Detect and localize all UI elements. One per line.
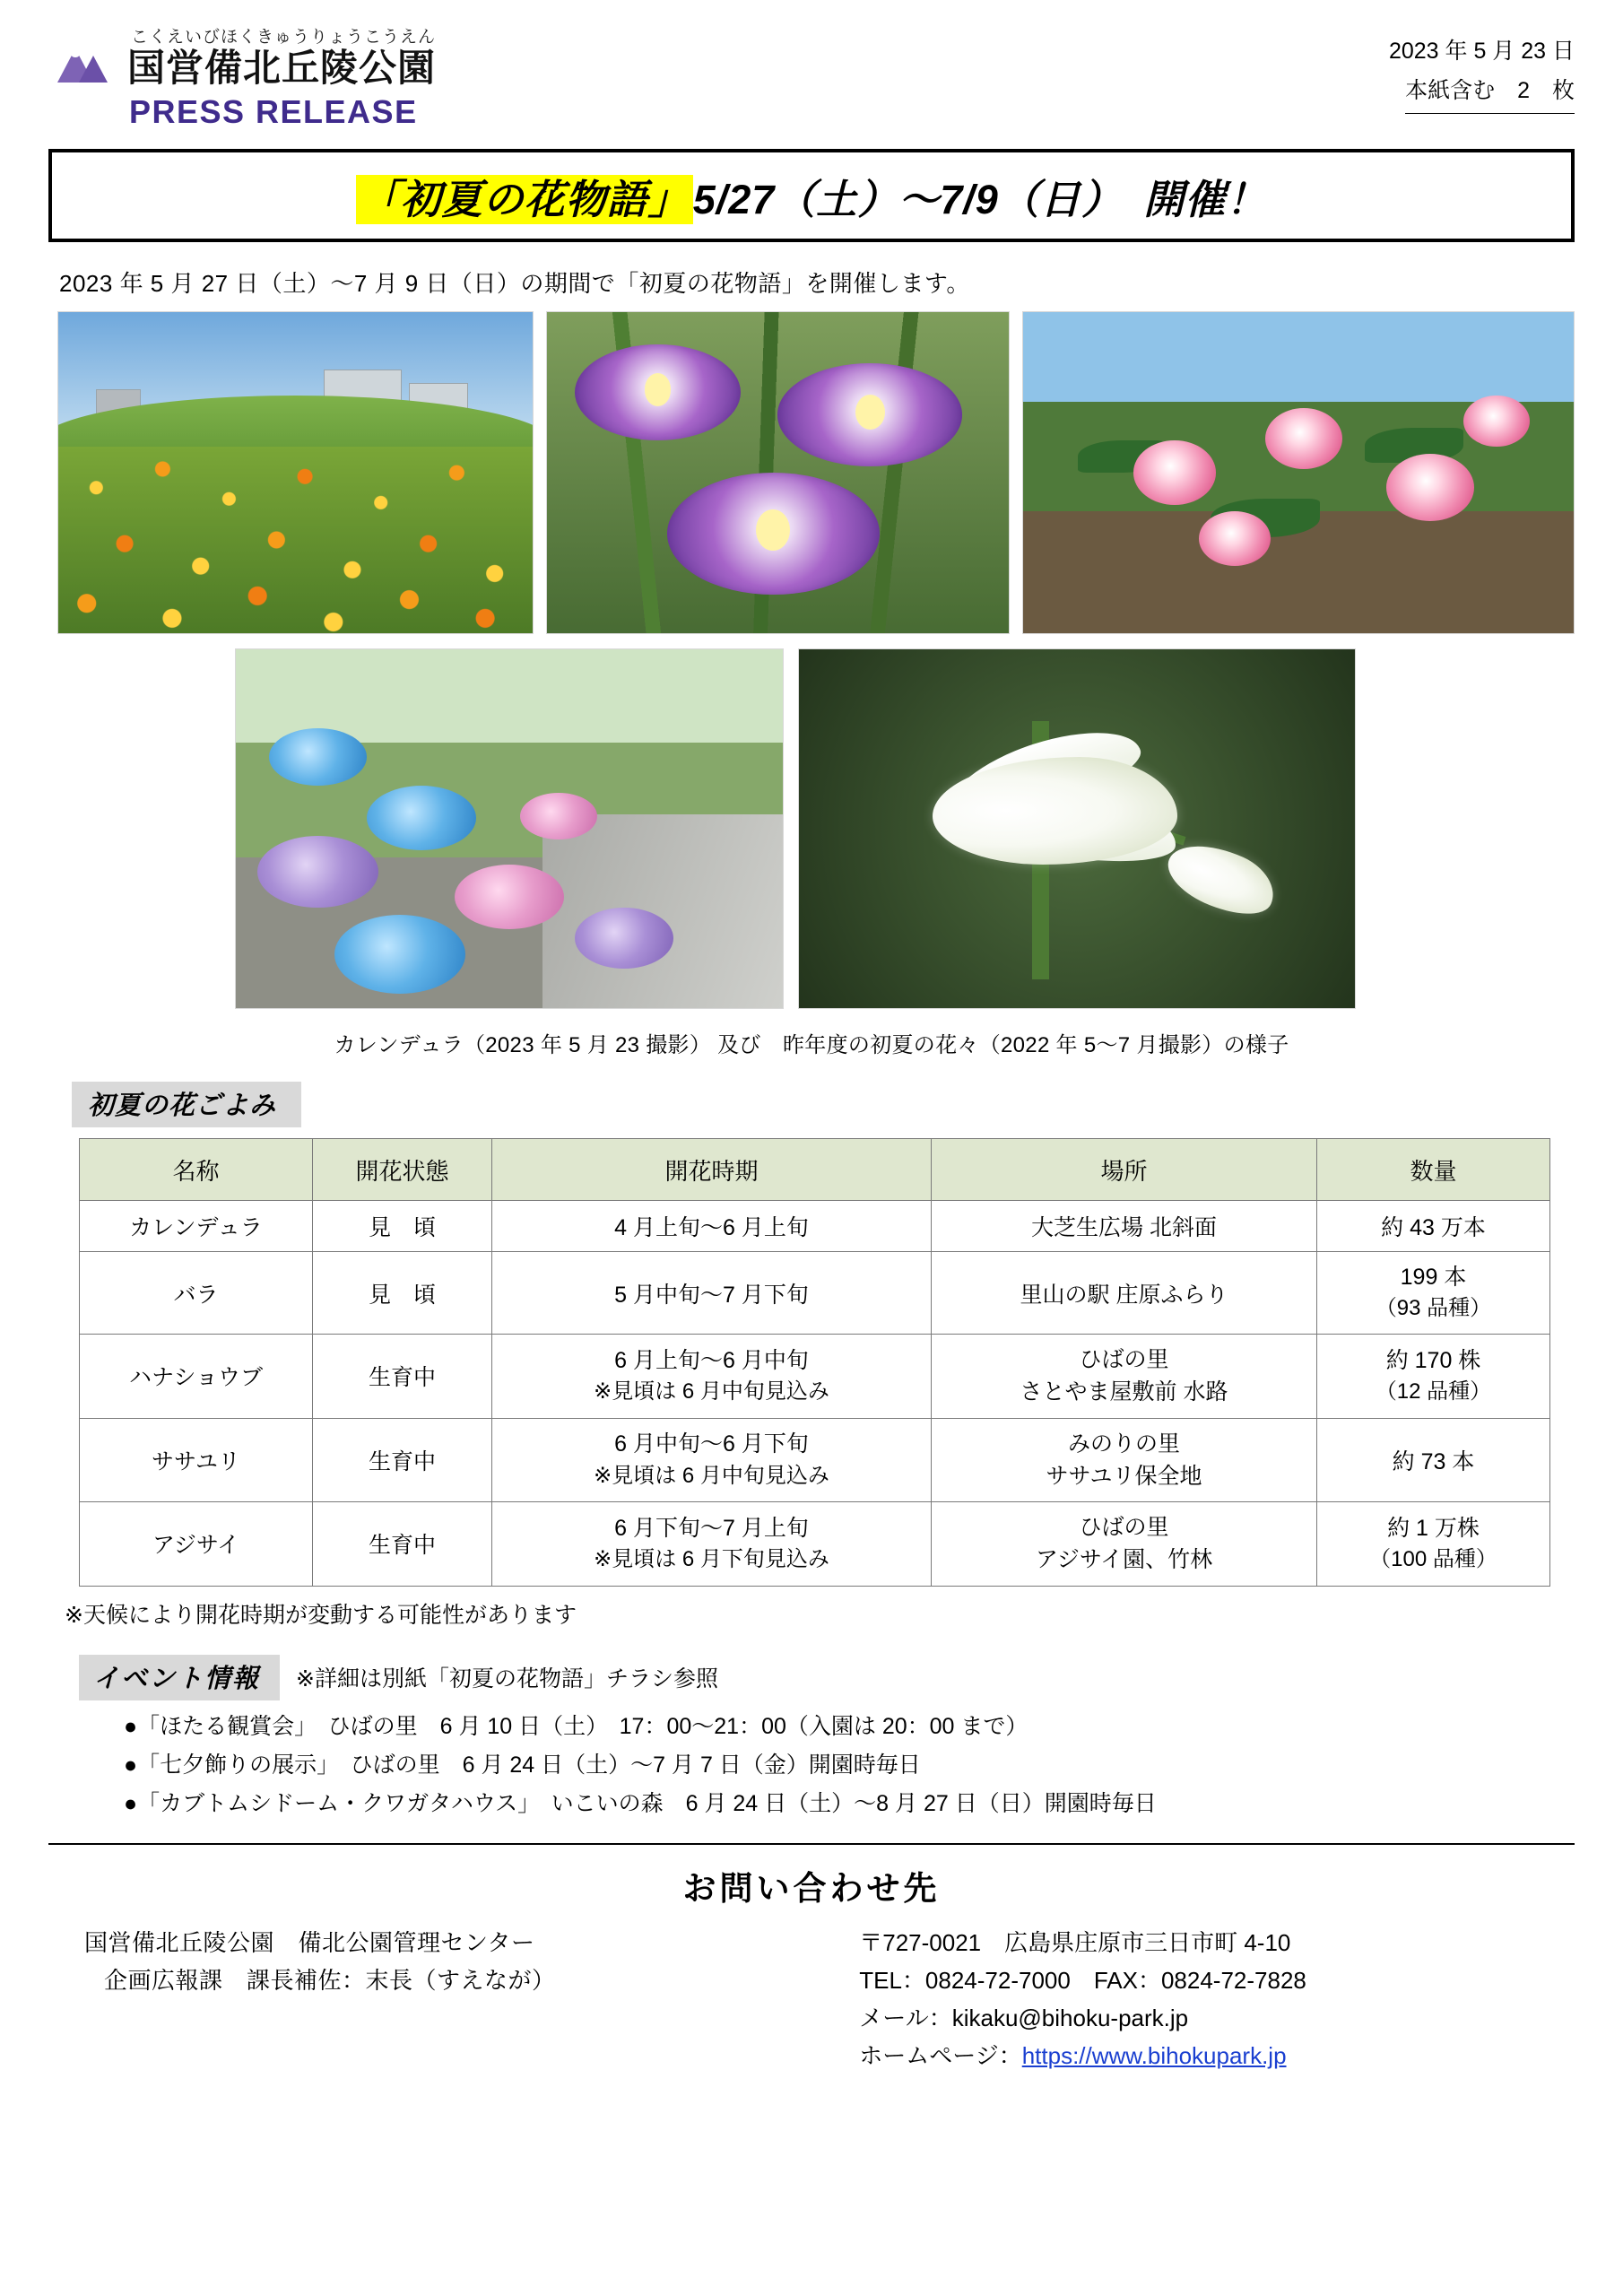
contact-right-column: [859, 1924, 1575, 2074]
event-list: [88, 1708, 1575, 1823]
cell-qty-main: 199 本: [1400, 1265, 1467, 1290]
banner-title-main: 「初夏の花物語」: [356, 175, 693, 224]
contact-email: メール：kikaku@bihoku-park.jp: [859, 2004, 1189, 2031]
cell-period-note: ※見頃は 6 月下旬見込み: [594, 1547, 829, 1572]
page-header: [48, 23, 1575, 138]
table-row: [80, 1201, 1550, 1252]
homepage-link[interactable]: https://www.bihokupark.jp: [1021, 2041, 1287, 2069]
cell-qty: [1317, 1502, 1550, 1587]
contact-person: 企画広報課 課長補佐：末長（すえなが）: [104, 1966, 556, 1994]
cell-period-main: 6 月中旬〜6 月下旬: [614, 1431, 809, 1457]
photo-row-bottom: [235, 648, 1575, 1009]
cell-qty-sub: （100 品種）: [1369, 1547, 1497, 1572]
divider: [48, 1843, 1575, 1845]
table-row: [80, 1418, 1550, 1502]
list-item: ●「七夕飾りの展示」 ひばの里 6 月 24 日（土）〜7 月 7 日（金）開園時毎日: [124, 1752, 921, 1778]
park-name: 国営備北丘陵公園: [127, 47, 437, 89]
iris-photo: [546, 311, 1010, 634]
weather-note: ※天候により開花時期が変動する可能性があります: [65, 1602, 577, 1628]
sheet-count: 本紙含む 2 枚: [1405, 72, 1575, 114]
cell-place-sub: さとやま屋敷前 水路: [1020, 1379, 1228, 1405]
cell-name: カレンデュラ: [80, 1201, 313, 1252]
flower-calendar-heading: 初夏の花ごよみ: [72, 1082, 301, 1127]
list-item: ●「カブトムシドーム・クワガタハウス」 いこいの森 6 月 24 日（土）〜8 月 27 日（日）開園時毎日: [124, 1790, 1157, 1816]
event-heading: イベント情報: [79, 1655, 280, 1700]
flower-calendar-table: [79, 1138, 1550, 1587]
cell-period: [492, 1335, 932, 1419]
cell-state: 生育中: [313, 1335, 492, 1419]
cell-place-main: ひばの里: [1079, 1347, 1169, 1373]
cell-period: [492, 1502, 932, 1587]
event-note: ※詳細は別紙「初夏の花物語」チラシ参照: [296, 1666, 718, 1692]
lead-paragraph: 2023 年 5 月 27 日（土）〜7 月 9 日（日）の期間で「初夏の花物語」を開催します。: [59, 270, 970, 297]
cell-place: [932, 1418, 1317, 1502]
cell-qty-sub: （93 品種）: [1375, 1296, 1492, 1321]
column-header-name: 名称: [80, 1139, 313, 1201]
table-row: [80, 1335, 1550, 1419]
contact-phone: TEL：0824-72-7000 FAX：0824-72-7828: [859, 1966, 1306, 1994]
sasayuri-photo: [798, 648, 1356, 1009]
table-header-row: [80, 1139, 1550, 1201]
photo-row-top: [57, 311, 1575, 634]
cell-period-note: ※見頃は 6 月中旬見込み: [594, 1463, 829, 1488]
column-header-place: 場所: [932, 1139, 1317, 1201]
cell-place-main: みのりの里: [1067, 1431, 1180, 1457]
cell-place-main: ひばの里: [1079, 1515, 1169, 1541]
cell-place: 大芝生広場 北斜面: [932, 1201, 1317, 1252]
cell-period: [492, 1418, 932, 1502]
cell-state: 生育中: [313, 1418, 492, 1502]
park-logo-icon: [48, 30, 115, 97]
cell-name: ササユリ: [80, 1418, 313, 1502]
brand-text: [127, 23, 436, 131]
title-banner-text: [356, 167, 1268, 225]
contact-title: お問い合わせ先: [682, 1869, 941, 1907]
cell-state: 生育中: [313, 1502, 492, 1587]
header-meta: [1389, 23, 1575, 114]
cell-qty-main: 約 1 万株: [1387, 1515, 1480, 1541]
press-release-label: PRESS RELEASE: [129, 93, 418, 131]
cell-period-main: 6 月下旬〜7 月上旬: [614, 1515, 809, 1541]
calendula-field-photo: [57, 311, 534, 634]
cell-name: アジサイ: [80, 1502, 313, 1587]
cell-period-note: ※見頃は 6 月中旬見込み: [594, 1379, 829, 1405]
cell-name: バラ: [80, 1252, 313, 1335]
cell-place: [932, 1335, 1317, 1419]
list-item: ●「ほたる観賞会」 ひばの里 6 月 10 日（土） 17：00〜21：00（入園は 20：00 まで）: [124, 1713, 1028, 1739]
cell-qty-main: 約 170 株: [1385, 1347, 1481, 1373]
cell-qty: 約 43 万本: [1317, 1201, 1550, 1252]
contact-org: 国営備北丘陵公園 備北公園管理センター: [84, 1928, 535, 1956]
release-date: 2023 年 5 月 23 日: [1388, 39, 1575, 64]
cell-name: ハナショウブ: [80, 1335, 313, 1419]
cell-period: 5 月中旬〜7 月下旬: [492, 1252, 932, 1335]
park-name-ruby: こくえいびほくきゅうりょうこうえん: [131, 28, 437, 47]
contact-block: [48, 1924, 1575, 2074]
column-header-state: 開花状態: [313, 1139, 492, 1201]
cell-state: 見 頃: [313, 1252, 492, 1335]
cell-state: 見 頃: [313, 1201, 492, 1252]
column-header-qty: 数量: [1317, 1139, 1550, 1201]
contact-left-column: [48, 1924, 859, 2074]
contact-homepage-row: [859, 2037, 1575, 2074]
photo-caption: カレンデュラ（2023 年 5 月 23 撮影） 及び 昨年度の初夏の花々（2022 年 5〜7 月撮影）の様子: [334, 1033, 1289, 1057]
title-banner: [48, 149, 1575, 242]
cell-qty: [1317, 1252, 1550, 1335]
event-section: [79, 1655, 1575, 1700]
hydrangea-photo: [235, 648, 784, 1009]
cell-period-main: 6 月上旬〜6 月中旬: [614, 1347, 809, 1373]
cell-qty: [1317, 1335, 1550, 1419]
column-header-period: 開花時期: [492, 1139, 932, 1201]
cell-qty-sub: （12 品種）: [1375, 1379, 1492, 1405]
table-row: [80, 1252, 1550, 1335]
contact-address: 〒727-0021 広島県庄原市三日市町 4-10: [859, 1928, 1291, 1956]
banner-title-sub: 5/27（土）〜7/9（日） 開催！: [692, 176, 1268, 222]
contact-homepage-label: ホームページ：: [859, 2041, 1022, 2069]
cell-place: 里山の駅 庄原ふらり: [932, 1252, 1317, 1335]
cell-place-sub: ササユリ保全地: [1046, 1463, 1202, 1489]
cell-place-sub: アジサイ園、竹林: [1035, 1547, 1213, 1573]
brand: [48, 23, 436, 131]
cell-place: [932, 1502, 1317, 1587]
rose-garden-photo: [1022, 311, 1575, 634]
cell-period: 4 月上旬〜6 月上旬: [492, 1201, 932, 1252]
table-row: [80, 1502, 1550, 1587]
cell-qty: 約 73 本: [1317, 1418, 1550, 1502]
